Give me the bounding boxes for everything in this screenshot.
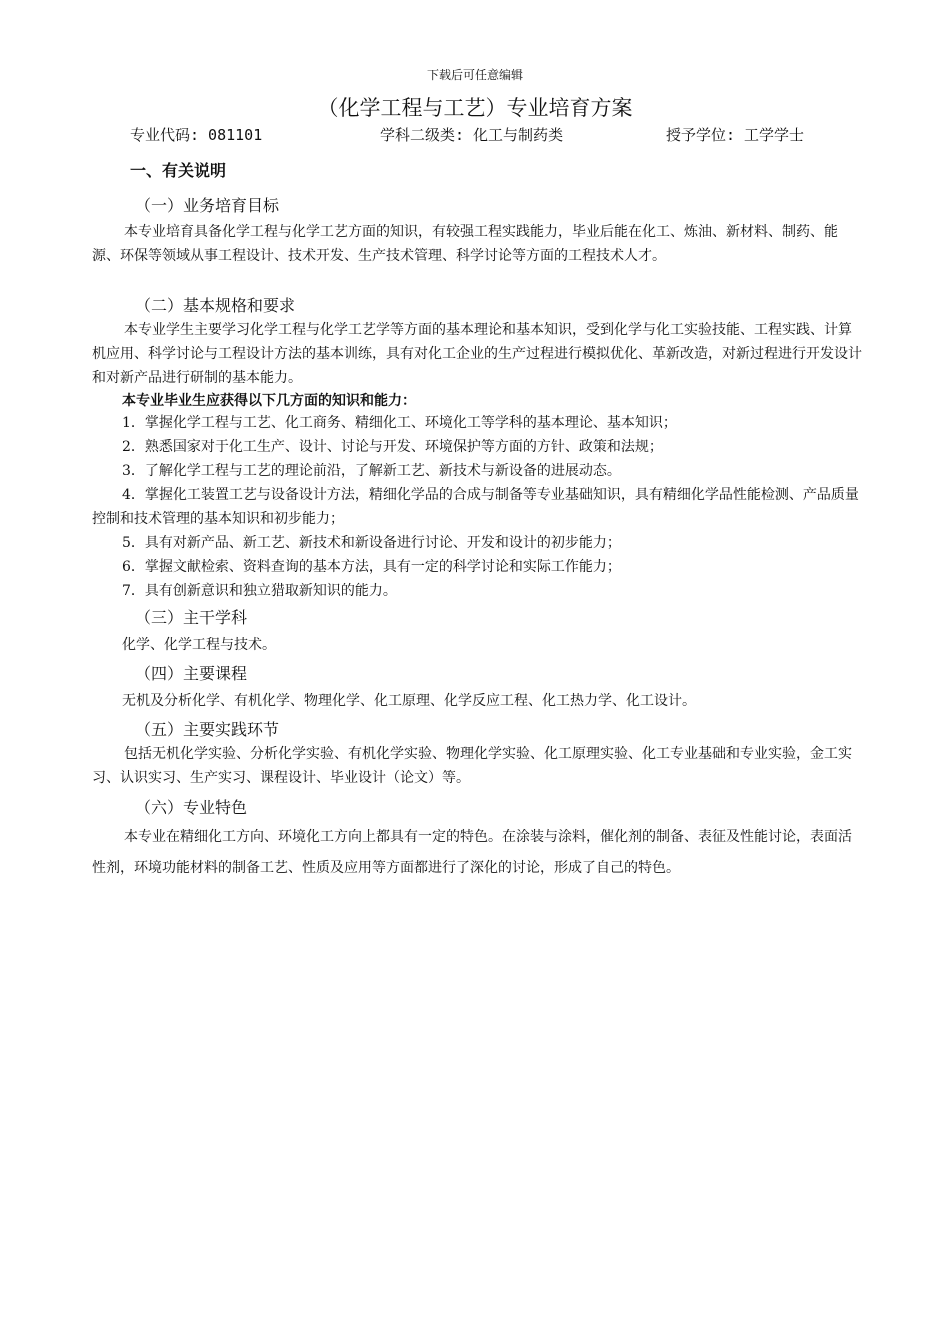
header-note: 下载后可任意编辑 [426,68,523,82]
subsection-heading-practice: （五）主要实践环节 [135,720,280,739]
subsection-heading-disciplines: （三）主干学科 [135,608,248,627]
section-heading-1: 一、有关说明 [130,161,227,180]
ability-item-1: 1．掌握化学工程与工艺、化工商务、精细化工、环境化工等学科的基本理论、基本知识； [122,415,677,431]
program-code: 专业代码: 081101 [130,126,263,144]
abilities-intro: 本专业毕业生应获得以下几方面的知识和能力： [122,393,416,409]
program-category: 学科二级类: 化工与制药类 [380,126,564,144]
features-paragraph: 本专业在精细化工方向、环境化工方向上都具有一定的特色。在涂装与涂料，催化剂的制备、表征及性能讨论，表面活性剂，环境功能材料的制备工艺、性质及应用等方面都进行了深化的讨论，形成了自己的特色。 [92,829,852,876]
subsection-heading-goals: （一）业务培育目标 [135,196,280,215]
ability-item-5: 5．具有对新产品、新工艺、新技术和新设备进行讨论、开发和设计的初步能力； [122,535,621,551]
program-meta [130,124,850,146]
goals-paragraph: 本专业培育具备化学工程与化学工艺方面的知识，有较强工程实践能力，毕业后能在化工、炼油、新材料、制药、能源、环保等领域从事工程设计、技术开发、生产技术管理、科学讨论等方面的工程技术人才。 [92,224,838,264]
program-degree: 授予学位: 工学学士 [666,126,805,144]
ability-item-4: 4．掌握化工装置工艺与设备设计方法，精细化学品的合成与制备等专业基础知识，具有精细化学品性能检测、产品质量控制和技术管理的基本知识和初步能力； [92,487,859,527]
practice-paragraph: 包括无机化学实验、分析化学实验、有机化学实验、物理化学实验、化工原理实验、化工专业基础和专业实验，金工实习、认识实习、生产实习、课程设计、毕业设计（论文）等。 [92,746,852,786]
ability-item-3: 3．了解化学工程与工艺的理论前沿，了解新工艺、新技术与新设备的进展动态。 [122,463,621,479]
courses-text: 无机及分析化学、有机化学、物理化学、化工原理、化学反应工程、化工热力学、化工设计。 [122,693,696,709]
subsection-heading-requirements: （二）基本规格和要求 [135,296,296,315]
ability-item-7: 7．具有创新意识和独立猎取新知识的能力。 [122,583,397,599]
requirements-paragraph: 本专业学生主要学习化学工程与化学工艺学等方面的基本理论和基本知识，受到化学与化工实验技能、工程实践、计算机应用、科学讨论与工程设计方法的基本训练，具有对化工企业的生产过程进行模拟优化、革新改造，对新过程进行开发设计和对新产品进行研制的基本能力。 [92,322,862,386]
page-title: （化学工程与工艺）专业培育方案 [317,96,633,120]
disciplines-text: 化学、化学工程与技术。 [122,637,276,653]
subsection-heading-features: （六）专业特色 [135,798,248,817]
subsection-heading-courses: （四）主要课程 [135,664,248,683]
ability-item-6: 6．掌握文献检索、资料查询的基本方法，具有一定的科学讨论和实际工作能力； [122,559,621,575]
ability-item-2: 2．熟悉国家对于化工生产、设计、讨论与开发、环境保护等方面的方针、政策和法规； [122,439,663,455]
